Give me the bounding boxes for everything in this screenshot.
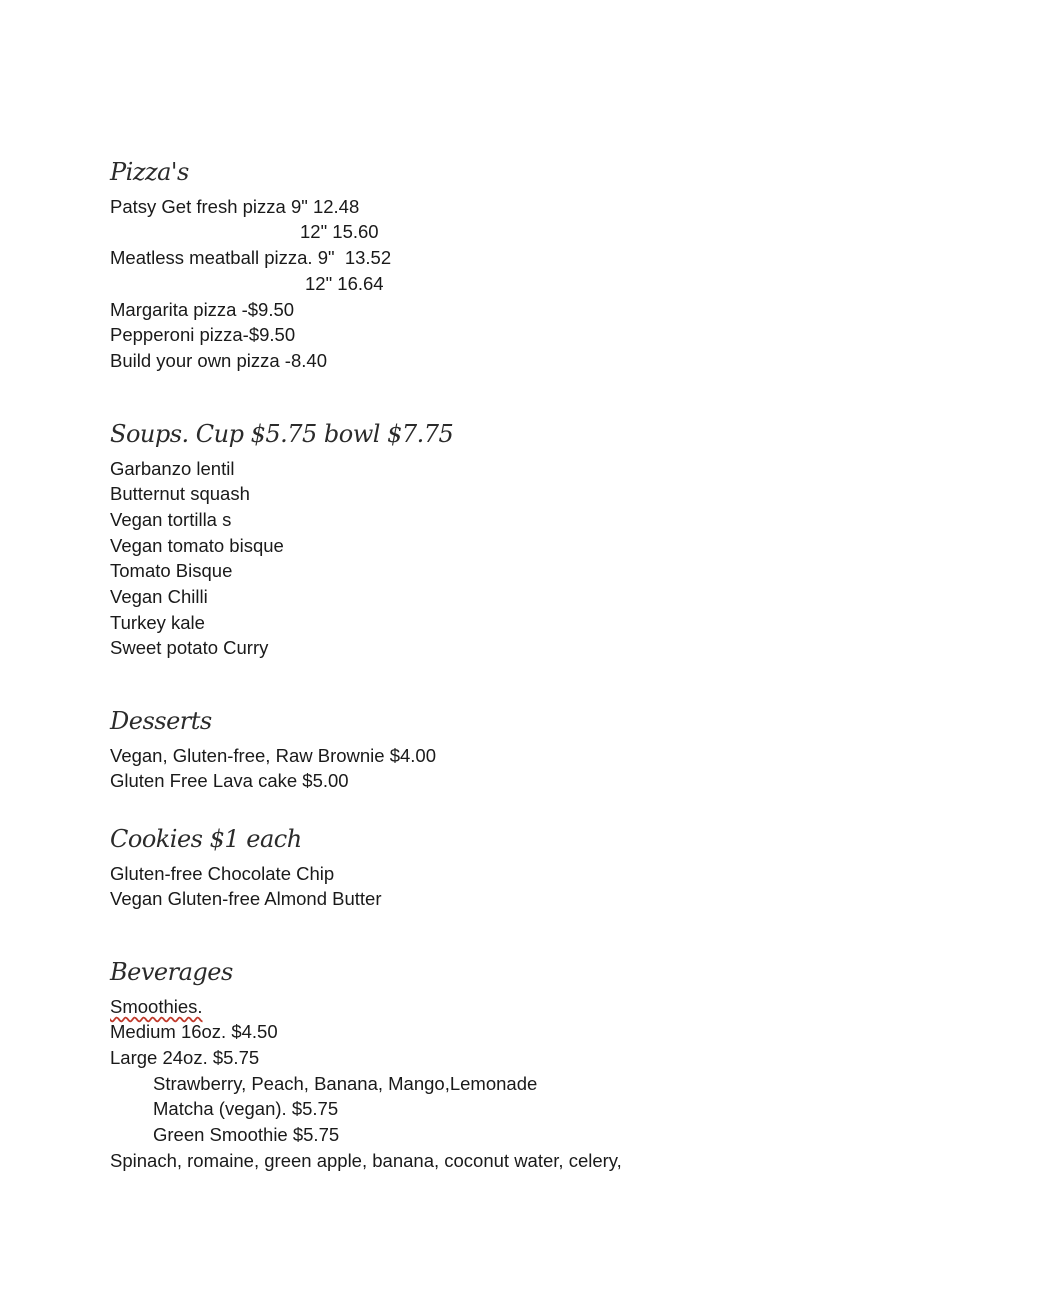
cookie-item: Gluten-free Chocolate Chip [110,863,335,884]
soup-item: Sweet potato Curry [110,637,269,658]
soups-heading: Soups. Cup $5.75 bowl $7.75 [110,420,454,448]
soup-item: Tomato Bisque [110,560,233,581]
soup-item: Turkey kale [110,612,205,633]
pizza-item: Build your own pizza -8.40 [110,350,327,371]
desserts-heading: Desserts [110,707,212,735]
dessert-item: Gluten Free Lava cake $5.00 [110,770,349,791]
soup-item: Garbanzo lentil [110,458,235,479]
pizza-item: Patsy Get fresh pizza 9" 12.48 [110,196,360,217]
pizza-item-size: 12" 15.60 [300,221,379,242]
beverages-heading: Beverages [110,958,233,986]
pizza-item: Pepperoni pizza-$9.50 [110,324,296,345]
beverage-item: Matcha (vegan). $5.75 [153,1098,339,1119]
pizza-item: Meatless meatball pizza. 9" 13.52 [110,247,392,268]
pizzas-heading: Pizza's [110,158,189,186]
beverage-item: Medium 16oz. $4.50 [110,1021,278,1042]
pizza-item: Margarita pizza -$9.50 [110,299,295,320]
soup-item: Vegan tortilla s [110,509,232,530]
beverage-item: Strawberry, Peach, Banana, Mango,Lemonade [153,1073,538,1094]
pizza-item-size: 12" 16.64 [305,273,384,294]
beverage-item: Large 24oz. $5.75 [110,1047,260,1068]
dessert-item: Vegan, Gluten-free, Raw Brownie $4.00 [110,745,436,766]
soup-item: Vegan tomato bisque [110,535,284,556]
cookies-heading: Cookies $1 each [110,825,302,853]
smoothies-subheading: Smoothies. [110,996,203,1017]
soup-item: Butternut squash [110,483,250,504]
cookie-item: Vegan Gluten-free Almond Butter [110,888,382,909]
beverage-item: Green Smoothie $5.75 [153,1124,340,1145]
beverage-item: Spinach, romaine, green apple, banana, coconut water, celery, [110,1150,622,1171]
soup-item: Vegan Chilli [110,586,208,607]
